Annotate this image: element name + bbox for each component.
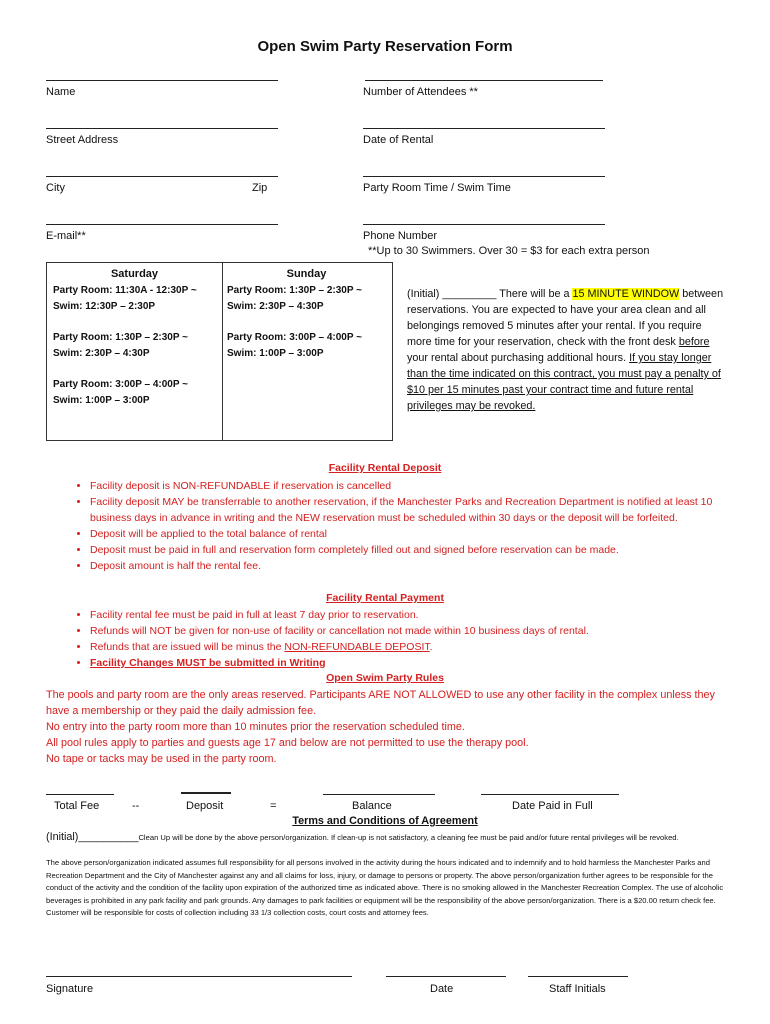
staff-initials-field[interactable]	[528, 976, 628, 977]
signature-label: Signature	[46, 983, 94, 995]
window-body2: your rental about purchasing additional hours.	[407, 352, 630, 364]
terms-body: The above person/organization indicated assumes full responsibility for all persons involved in the activity during the hours indicated and to indemnify and to hold harmless the Manchester Parks and Recreation Department and the City of Manchester against any and all claims for loss, injury, or damage to persons or property. The above person/organization further agrees to be responsible for the conduct of the activity and the condition of the facility upon expiration of the authorized time as indicated above. There is no smoking allowed in the Manchester Recreation Complex. The use of alcoholic beverages is prohibited in any park facility and park grounds. Any damages to park facilities or equipment will be the responsibility of the above person/organization. There is a $20.00 return check fee. Customer will be responsible for costs of collection including 33 1/3 collection costs, court costs and attorney fees.	[46, 858, 724, 918]
rules-line: The pools and party room are the only areas reserved. Participants ARE NOT ALLOWED to use any other facility in the complex unless they have a membership or they paid the daily admission fee.	[46, 689, 715, 717]
date-rental-field[interactable]	[363, 128, 605, 129]
zip-label: Zip	[252, 182, 268, 194]
saturday-slot: Swim: 1:00P – 3:00P	[53, 395, 150, 406]
payment-item3-suffix: .	[429, 641, 433, 653]
dash-label: --	[132, 800, 140, 812]
payment-item: • Facility rental fee must be paid in full at least 7 day prior to reservation.	[90, 607, 740, 623]
equals-label: =	[270, 800, 277, 812]
sunday-schedule	[221, 262, 393, 441]
deposit-item: • Facility deposit is NON-REFUNDABLE if reservation is cancelled	[90, 478, 740, 494]
phone-label: Phone Number	[363, 230, 437, 242]
rules-line: All pool rules apply to parties and guests age 17 and below are not permitted to use the therapy pool.	[46, 737, 529, 749]
window-body: between reservations. You are expected to have your area clean and all belongings removed 5 minutes after your rental. If you require more time for your reservation, check with the front desk	[407, 288, 724, 348]
payment-item: • Refunds will NOT be given for non-use of facility or cancellation not made within 10 business days of rental.	[90, 623, 740, 639]
city-field[interactable]	[46, 176, 278, 177]
payment-item: • Facility Changes MUST be submitted in Writing	[90, 655, 740, 671]
window-highlight: 15 MINUTE WINDOW	[572, 288, 680, 300]
deposit-title: Facility Rental Deposit	[328, 462, 442, 474]
email-field[interactable]	[46, 224, 278, 225]
sunday-slot: Party Room: 3:00P – 4:00P ~	[227, 332, 362, 343]
window-before: before	[678, 336, 710, 348]
terms-title: Terms and Conditions of Agreement	[292, 815, 478, 827]
saturday-slot: Party Room: 11:30A - 12:30P ~	[53, 285, 197, 296]
attendees-label: Number of Attendees **	[363, 86, 478, 98]
saturday-slot: Swim: 2:30P – 4:30P	[53, 348, 150, 359]
deposit-list	[60, 478, 740, 574]
signature-field[interactable]	[46, 976, 352, 977]
email-label: E-mail**	[46, 230, 86, 242]
rules-body	[46, 687, 736, 767]
street-label: Street Address	[46, 134, 119, 146]
saturday-schedule	[46, 262, 223, 441]
saturday-slot: Swim: 12:30P – 2:30P	[53, 301, 156, 312]
rules-line: No entry into the party room more than 10 minutes prior the reservation scheduled time.	[46, 721, 465, 733]
deposit-label: Deposit	[186, 800, 224, 812]
date-rental-label: Date of Rental	[363, 134, 434, 146]
name-label: Name	[46, 86, 76, 98]
deposit-field[interactable]	[181, 792, 231, 794]
signature-date-field[interactable]	[386, 976, 506, 977]
date-paid-field[interactable]	[481, 794, 619, 795]
sunday-slot: Swim: 1:00P – 3:00P	[227, 348, 324, 359]
phone-field[interactable]	[363, 224, 605, 225]
name-field[interactable]	[46, 80, 278, 81]
sunday-slot: Swim: 2:30P – 4:30P	[227, 301, 324, 312]
payment-item3-underline: NON-REFUNDABLE DEPOSIT	[284, 641, 430, 653]
payment-item3-prefix: Refunds that are issued will be minus the	[90, 641, 285, 653]
deposit-item: • Deposit amount is half the rental fee.	[90, 558, 740, 574]
window-penalty: If you stay longer than the time indicated on this contract, you must pay a penalty of $10 per 15 minutes past your contract time and future rental privileges may be revoked.	[407, 352, 721, 412]
total-fee-label: Total Fee	[54, 800, 100, 812]
terms-cleanup	[46, 831, 736, 845]
rules-title: Open Swim Party Rules	[326, 672, 444, 684]
date-paid-label: Date Paid in Full	[512, 800, 593, 812]
payment-list	[60, 607, 740, 671]
window-notice	[407, 286, 727, 414]
deposit-item: • Facility deposit MAY be transferrable to another reservation, if the Manchester Parks and Recreation Department is notified at least 10 business days in advance in writing and the NEW reservation must be scheduled within 30 days or the deposit will be forfeited.	[90, 494, 740, 526]
deposit-item: • Deposit must be paid in full and reservation form completely filled out and signed before reservation can be made.	[90, 542, 740, 558]
saturday-slot: Party Room: 1:30P – 2:30P ~	[53, 332, 188, 343]
saturday-slot: Party Room: 3:00P – 4:00P ~	[53, 379, 188, 390]
city-label: City	[46, 182, 65, 194]
balance-label: Balance	[352, 800, 392, 812]
sunday-slot: Party Room: 1:30P – 2:30P ~	[227, 285, 362, 296]
terms-cleanup-text: Clean Up will be done by the above person/organization. If clean-up is not satisfactory, a cleaning fee must be paid and/or future rental privileges will be revoked.	[138, 833, 679, 842]
terms-initial: (Initial)__________	[46, 831, 139, 843]
party-time-label: Party Room Time / Swim Time	[363, 182, 511, 194]
payment-item	[90, 639, 740, 655]
sunday-heading: Sunday	[286, 268, 327, 280]
payment-title: Facility Rental Payment	[326, 592, 444, 604]
rules-line: No tape or tacks may be used in the party room.	[46, 753, 277, 765]
party-time-field[interactable]	[363, 176, 605, 177]
deposit-item: • Deposit will be applied to the total balance of rental	[90, 526, 740, 542]
attendees-field[interactable]	[365, 80, 603, 81]
window-prefix: (Initial) _________ There will be a	[407, 288, 573, 300]
balance-field[interactable]	[323, 794, 435, 795]
swimmers-note: **Up to 30 Swimmers. Over 30 = $3 for each extra person	[368, 245, 650, 257]
page-title: Open Swim Party Reservation Form	[257, 38, 513, 55]
street-field[interactable]	[46, 128, 278, 129]
saturday-heading: Saturday	[110, 268, 159, 280]
signature-date-label: Date	[430, 983, 454, 995]
total-fee-field[interactable]	[46, 794, 114, 795]
staff-initials-label: Staff Initials	[549, 983, 606, 995]
